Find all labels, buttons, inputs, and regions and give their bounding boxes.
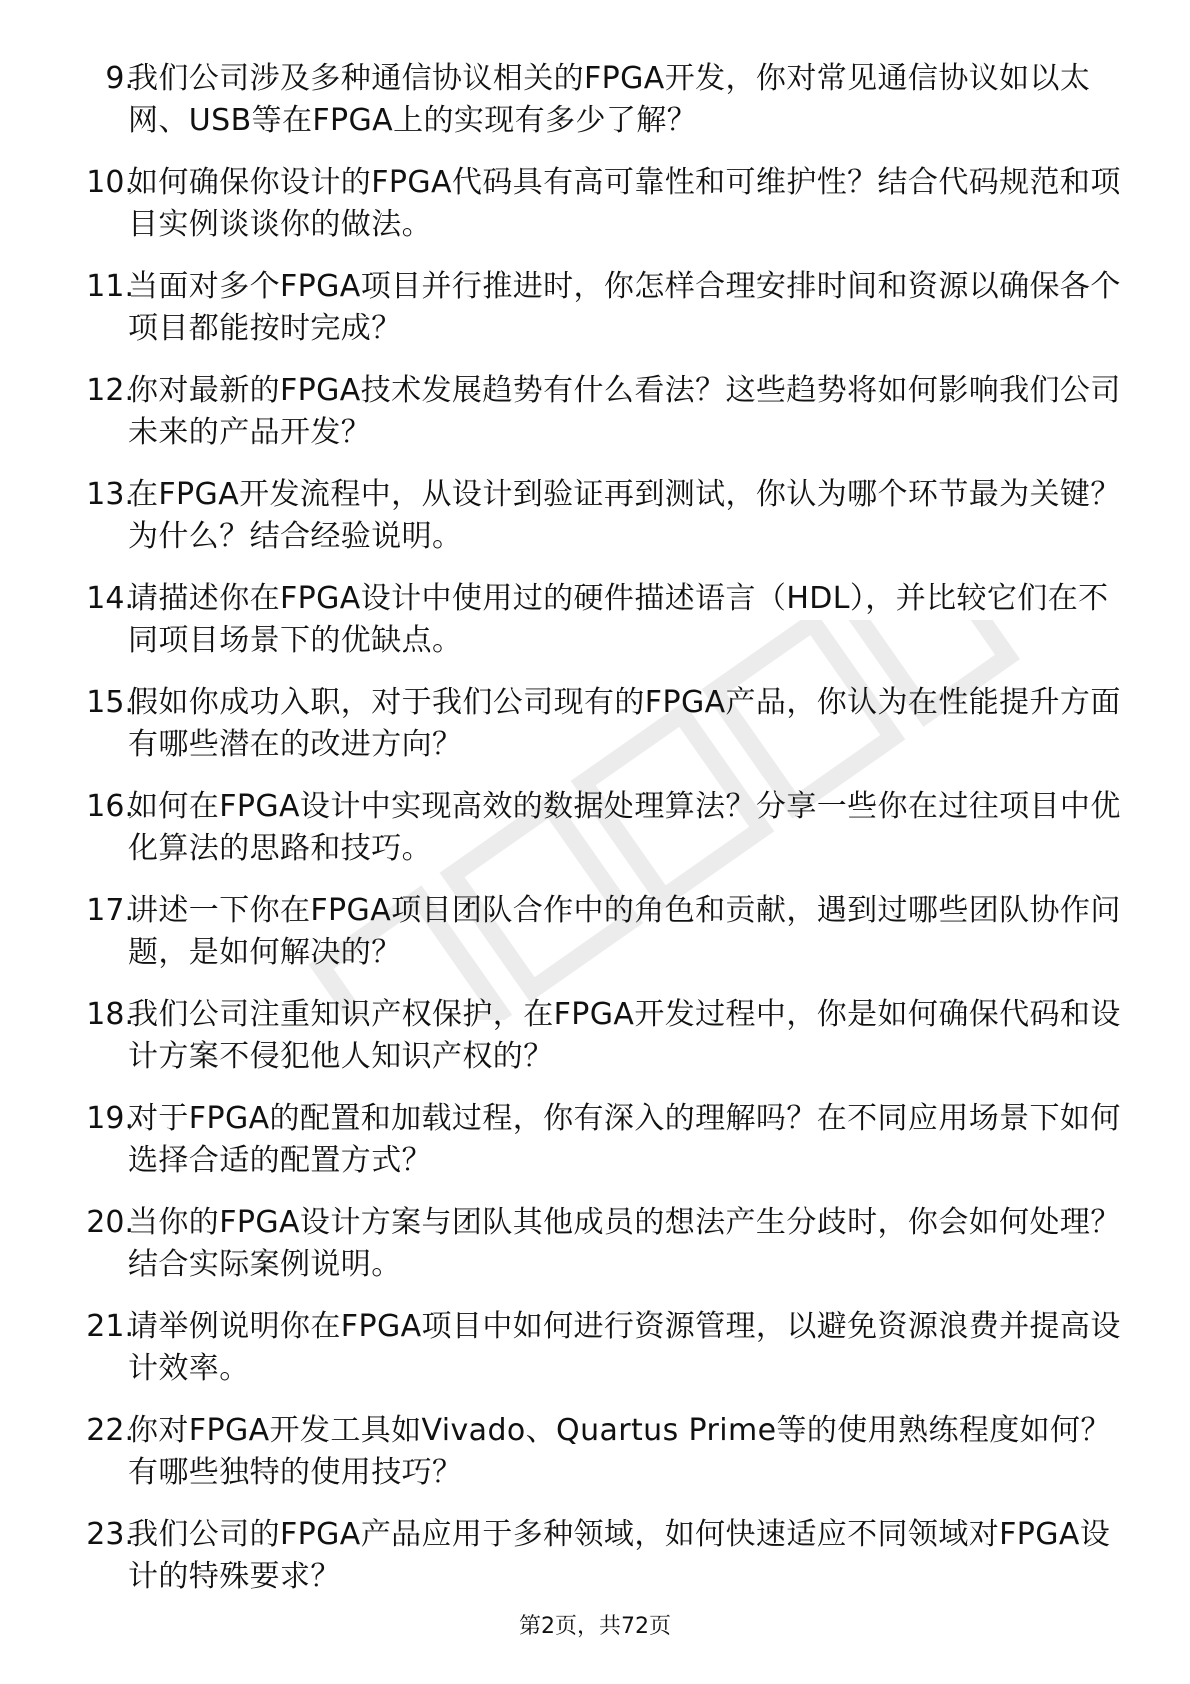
question-number: 23. [86,1517,134,1552]
question-text: 请描述你在FPGA设计中使用过的硬件描述语言（HDL），并比较它们在不同项目场景下的优缺点。 [128,581,1109,658]
list-item [0,1300,1190,1404]
question-number: 16. [86,789,134,824]
question-text: 如何在FPGA设计中实现高效的数据处理算法？分享一些你在过往项目中优化算法的思路和技巧。 [128,789,1121,866]
question-text: 你对FPGA开发工具如Vivado、Quartus Prime等的使用熟练程度如何？有哪些独特的使用技巧？ [128,1413,1111,1490]
question-number: 17. [86,893,134,928]
list-item [0,468,1190,572]
list-item [0,780,1190,884]
question-number: 19. [86,1101,134,1136]
question-text: 你对最新的FPGA技术发展趋势有什么看法？这些趋势将如何影响我们公司未来的产品开发？ [128,373,1121,450]
list-item [0,1196,1190,1300]
question-text: 对于FPGA的配置和加载过程，你有深入的理解吗？在不同应用场景下如何选择合适的配置方式？ [128,1101,1121,1178]
question-text: 我们公司的FPGA产品应用于多种领域，如何快速适应不同领域对FPGA设计的特殊要求？ [128,1517,1111,1594]
list-item [0,676,1190,780]
list-item [0,1404,1190,1508]
list-item [0,156,1190,260]
question-number: 18. [86,997,134,1032]
list-item [0,1508,1190,1612]
question-number: 10. [86,165,134,200]
list-item [0,572,1190,676]
question-text: 在FPGA开发流程中，从设计到验证再到测试，你认为哪个环节最为关键？为什么？结合经验说明。 [128,477,1121,554]
list-item [0,988,1190,1092]
question-text: 如何确保你设计的FPGA代码具有高可靠性和可维护性？结合代码规范和项目实例谈谈你的做法。 [128,165,1121,242]
question-text: 请举例说明你在FPGA项目中如何进行资源管理，以避免资源浪费并提高设计效率。 [128,1309,1121,1386]
question-number: 21. [86,1309,134,1344]
question-number: 22. [86,1413,134,1448]
question-number: 15. [86,685,134,720]
question-text: 我们公司注重知识产权保护，在FPGA开发过程中，你是如何确保代码和设计方案不侵犯他人知识产权的？ [128,997,1121,1074]
question-text: 我们公司涉及多种通信协议相关的FPGA开发，你对常见通信协议如以太网、USB等在FPGA上的实现有多少了解？ [128,61,1091,138]
list-item [0,52,1190,156]
list-item [0,364,1190,468]
question-number: 14. [86,581,134,616]
question-text: 当你的FPGA设计方案与团队其他成员的想法产生分歧时，你会如何处理？结合实际案例说明。 [128,1205,1121,1282]
question-text: 讲述一下你在FPGA项目团队合作中的角色和贡献，遇到过哪些团队协作问题，是如何解决的？ [128,893,1121,970]
question-text: 假如你成功入职，对于我们公司现有的FPGA产品，你认为在性能提升方面有哪些潜在的改进方向？ [128,685,1121,762]
question-number: 20. [86,1205,134,1240]
list-item [0,260,1190,364]
question-number: 13. [86,477,134,512]
question-number: 11. [86,269,134,304]
list-item [0,884,1190,988]
question-number: 12. [86,373,134,408]
list-item [0,1092,1190,1196]
question-number: 9. [105,61,134,96]
question-text: 当面对多个FPGA项目并行推进时，你怎样合理安排时间和资源以确保各个项目都能按时完成？ [128,269,1121,346]
page-number-footer: 第2页，共72页 [519,1614,671,1639]
question-list [0,52,1190,1612]
